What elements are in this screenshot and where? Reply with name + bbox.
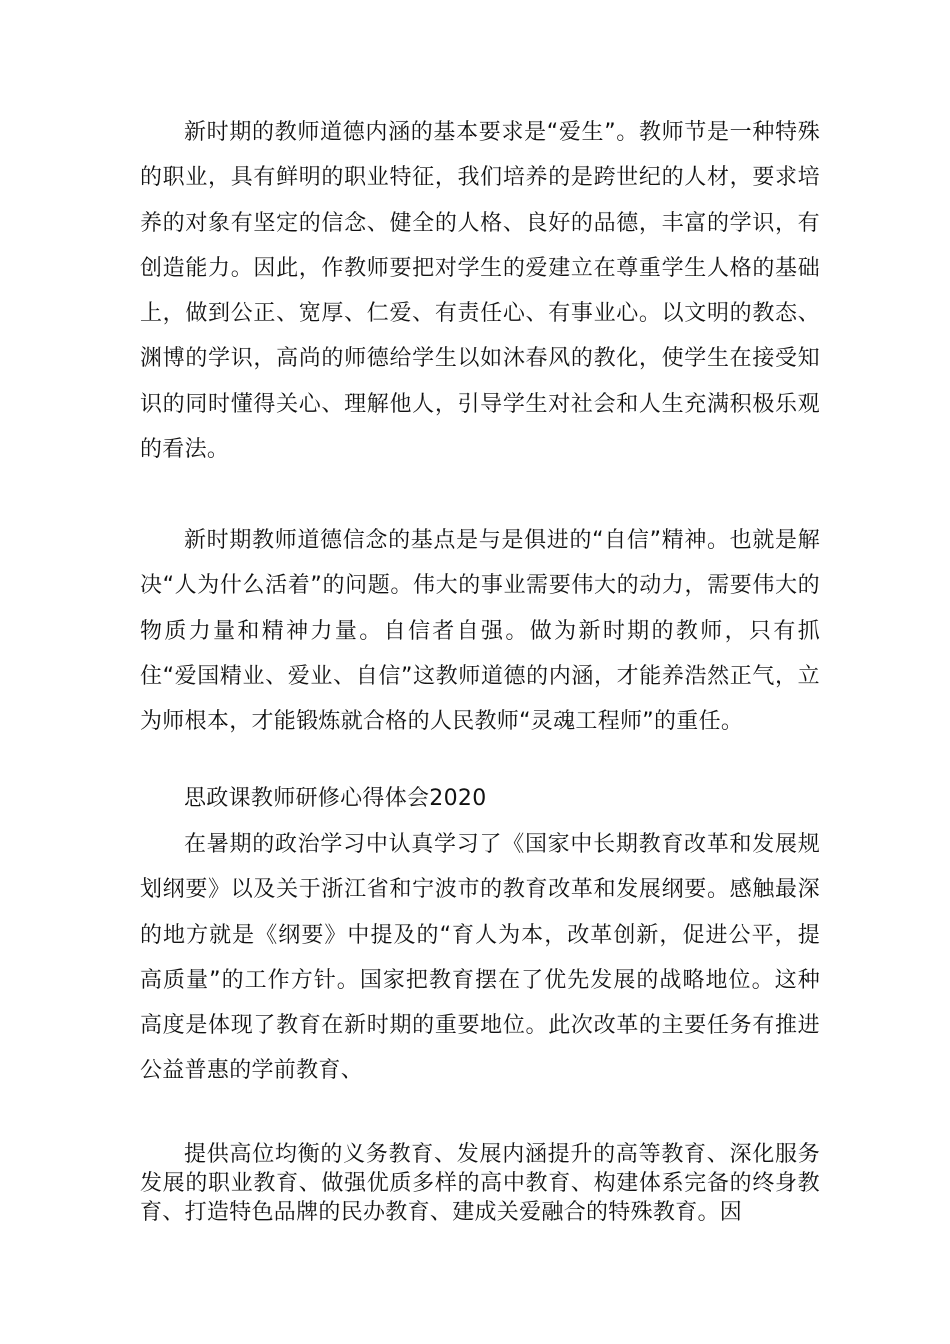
paragraph-education-reform: 在暑期的政治学习中认真学习了《国家中长期教育改革和发展规划纲要》以及关于浙江省和宁波市的教育改革和发展纲要。感触最深的地方就是《纲要》中提及的“育人为本，改革创新，促进公平，提高质量”的工作方针。国家把教育摆在了优先发展的战略地位。这种高度是体现了教育在新时期的重要地位。此次改革的主要任务有推进公益普惠的学前教育、	[140, 832, 820, 1084]
section-title: 思政课教师研修心得体会2020	[184, 786, 487, 811]
paragraph-teacher-ethics-love: 新时期的教师道德内涵的基本要求是“爱生”。教师节是一种特殊的职业，具有鲜明的职业特征，我们培养的是跨世纪的人材，要求培养的对象有坚定的信念、健全的人格、良好的品德，丰富的学识，有创造能力。因此，作教师要把对学生的爱建立在尊重学生人格的基础上，做到公正、宽厚、仁爱、有责任心、有事业心。以文明的教态、渊博的学识，高尚的师德给学生以如沐春风的教化，使学生在接受知识的同时懂得关心、理解他人，引导学生对社会和人生充满积极乐观的看法。	[140, 120, 820, 463]
paragraph-teacher-ethics-confidence: 新时期教师道德信念的基点是与是俱进的“自信”精神。也就是解决“人为什么活着”的问题。伟大的事业需要伟大的动力，需要伟大的物质力量和精神力量。自信者自强。做为新时期的教师，只有抓住“爱国精业、爱业、自信”这教师道德的内涵，才能养浩然正气，立为师根本，才能锻炼就合格的人民教师“灵魂工程师”的重任。	[140, 528, 820, 735]
paragraph-reform-tasks: 提供高位均衡的义务教育、发展内涵提升的高等教育、深化服务发展的职业教育、做强优质多样的高中教育、构建体系完备的终身教育、打造特色品牌的民办教育、建成关爱融合的特殊教育。因	[140, 1142, 820, 1225]
